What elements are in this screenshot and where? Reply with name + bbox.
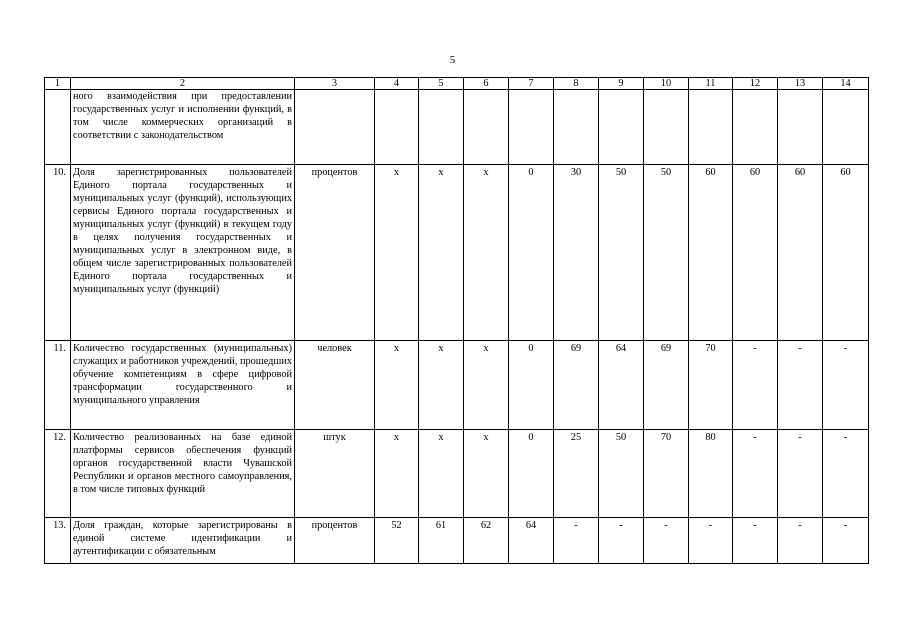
indicator-name: ного взаимодействия при предоставлении государственных услуг и исполнении функций, в том числе коммерческих организаций в соответствии с законодательством [71, 90, 295, 165]
value-cell: 60 [823, 165, 869, 341]
indicator-name: Доля зарегистрированных пользователей Единого портала государственных и муниципальных услуг (функций), использующих сервисы Единого портала государственных и муниципальных услуг (функций) в текущем году в целях получения государственных и муниципальных услуг в электронном виде, в общем числе зарегистрированных пользователей Единого портала государственных и муниципальных услуг (функций) [71, 165, 295, 341]
value-cell: 50 [599, 430, 644, 518]
unit-cell [295, 90, 375, 165]
header-cell: 14 [823, 78, 869, 90]
value-cell: х [375, 341, 419, 430]
value-cell: 50 [599, 165, 644, 341]
header-cell: 7 [509, 78, 554, 90]
value-cell: 64 [599, 341, 644, 430]
value-cell: - [823, 430, 869, 518]
header-cell: 1 [45, 78, 71, 90]
value-cell: 25 [554, 430, 599, 518]
header-cell: 6 [464, 78, 509, 90]
header-cell: 4 [375, 78, 419, 90]
value-cell: 50 [644, 165, 689, 341]
header-cell: 9 [599, 78, 644, 90]
indicator-name: Доля граждан, которые зарегистрированы в единой системе идентификации и аутентификации с обязательным [71, 518, 295, 564]
indicator-name: Количество государственных (муниципальных) служащих и работников учреждений, прошедших обучение компетенциям в сфере цифровой трансформации государственного и муниципального управления [71, 341, 295, 430]
value-cell: 61 [419, 518, 464, 564]
value-cell: 62 [464, 518, 509, 564]
value-cell: 60 [778, 165, 823, 341]
value-cell: - [689, 518, 733, 564]
unit-cell: штук [295, 430, 375, 518]
indicators-table [44, 77, 869, 564]
value-cell: 70 [644, 430, 689, 518]
value-cell: 0 [509, 430, 554, 518]
row-number [45, 90, 71, 165]
value-cell: - [733, 430, 778, 518]
value-cell: 0 [509, 341, 554, 430]
value-cell [733, 90, 778, 165]
value-cell: 60 [733, 165, 778, 341]
table-row [45, 341, 869, 430]
unit-cell: процентов [295, 518, 375, 564]
page-number: 5 [449, 54, 456, 66]
header-cell: 13 [778, 78, 823, 90]
value-cell: х [464, 165, 509, 341]
header-cell: 10 [644, 78, 689, 90]
value-cell: х [419, 165, 464, 341]
value-cell [644, 90, 689, 165]
value-cell: 30 [554, 165, 599, 341]
row-number: 11. [45, 341, 71, 430]
table-row [45, 90, 869, 165]
value-cell: 52 [375, 518, 419, 564]
row-number: 13. [45, 518, 71, 564]
value-cell: - [778, 341, 823, 430]
value-cell: х [464, 341, 509, 430]
value-cell: - [823, 518, 869, 564]
value-cell: 0 [509, 165, 554, 341]
header-cell: 3 [295, 78, 375, 90]
value-cell [509, 90, 554, 165]
value-cell [375, 90, 419, 165]
header-cell: 5 [419, 78, 464, 90]
value-cell: 69 [554, 341, 599, 430]
table-row [45, 430, 869, 518]
header-row [45, 78, 869, 90]
unit-cell: человек [295, 341, 375, 430]
value-cell: х [375, 430, 419, 518]
value-cell [554, 90, 599, 165]
value-cell [689, 90, 733, 165]
value-cell: - [644, 518, 689, 564]
value-cell: - [733, 518, 778, 564]
value-cell: х [464, 430, 509, 518]
row-number: 12. [45, 430, 71, 518]
indicator-name: Количество реализованных на базе единой платформы сервисов обеспечения функций органов государственной власти Чувашской Республики и органов местного самоуправления, в том числе типовых функций [71, 430, 295, 518]
value-cell [823, 90, 869, 165]
value-cell [778, 90, 823, 165]
value-cell: - [778, 518, 823, 564]
value-cell [599, 90, 644, 165]
header-cell: 8 [554, 78, 599, 90]
header-cell: 12 [733, 78, 778, 90]
header-cell: 2 [71, 78, 295, 90]
value-cell: 70 [689, 341, 733, 430]
table-row [45, 165, 869, 341]
value-cell [419, 90, 464, 165]
value-cell: 60 [689, 165, 733, 341]
value-cell: х [419, 341, 464, 430]
value-cell: 64 [509, 518, 554, 564]
value-cell [464, 90, 509, 165]
value-cell: - [733, 341, 778, 430]
value-cell: - [554, 518, 599, 564]
table-row [45, 518, 869, 564]
value-cell: - [599, 518, 644, 564]
value-cell: 69 [644, 341, 689, 430]
value-cell: х [375, 165, 419, 341]
row-number: 10. [45, 165, 71, 341]
value-cell: - [823, 341, 869, 430]
header-cell: 11 [689, 78, 733, 90]
value-cell: х [419, 430, 464, 518]
value-cell: 80 [689, 430, 733, 518]
unit-cell: процентов [295, 165, 375, 341]
value-cell: - [778, 430, 823, 518]
